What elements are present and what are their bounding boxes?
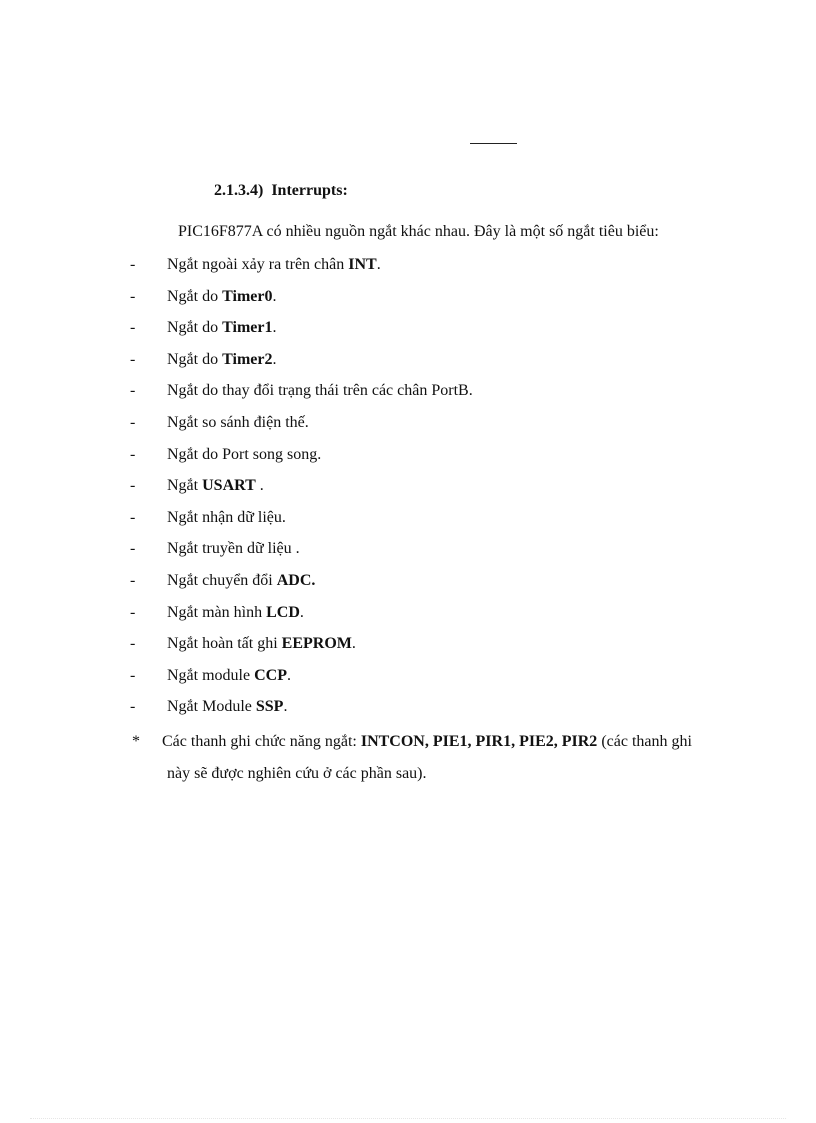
bullet-dash: - bbox=[130, 256, 136, 273]
bullet-dash: - bbox=[130, 446, 136, 463]
item-text: Ngắt do bbox=[167, 288, 223, 305]
item-suffix: . bbox=[299, 604, 304, 621]
item-suffix: . bbox=[255, 477, 264, 494]
bullet-dash: - bbox=[130, 540, 136, 557]
list-item-text bbox=[167, 414, 309, 432]
list-item-text bbox=[167, 288, 276, 306]
note-asterisk: * bbox=[132, 733, 140, 750]
bullet-dash: - bbox=[130, 572, 136, 589]
item-suffix: . bbox=[283, 698, 288, 715]
list-item-text bbox=[167, 635, 356, 653]
page-bottom-border bbox=[30, 1118, 786, 1119]
list-item-text bbox=[167, 604, 304, 622]
list-item-text bbox=[167, 667, 291, 685]
item-keyword: Timer0 bbox=[222, 288, 273, 305]
item-suffix: . bbox=[272, 319, 277, 336]
list-item-text bbox=[167, 319, 276, 337]
item-keyword: ADC. bbox=[276, 572, 316, 589]
item-text: Ngắt Module bbox=[167, 698, 256, 715]
list-item-text bbox=[167, 446, 321, 464]
bullet-dash: - bbox=[130, 414, 136, 431]
list-item-text bbox=[167, 256, 381, 274]
list-item-text bbox=[167, 572, 315, 590]
bullet-dash: - bbox=[130, 698, 136, 715]
top-rule bbox=[470, 143, 517, 144]
item-suffix: . bbox=[272, 288, 277, 305]
bullet-dash: - bbox=[130, 351, 136, 368]
item-keyword: CCP bbox=[254, 667, 287, 684]
item-keyword: USART bbox=[202, 477, 256, 494]
item-keyword: LCD bbox=[266, 604, 300, 621]
item-text: Ngắt do Port song song. bbox=[167, 446, 322, 463]
bullet-dash: - bbox=[130, 382, 136, 399]
bullet-dash: - bbox=[130, 604, 136, 621]
item-keyword: EEPROM bbox=[281, 635, 352, 652]
bullet-dash: - bbox=[130, 477, 136, 494]
list-item-text bbox=[167, 698, 287, 716]
item-text: Ngắt hoàn tất ghi bbox=[167, 635, 282, 652]
item-text: Ngắt nhận dữ liệu. bbox=[167, 509, 286, 526]
note-registers: INTCON, PIE1, PIR1, PIE2, PIR2 bbox=[360, 733, 598, 750]
item-suffix: . bbox=[286, 667, 291, 684]
section-number: 2.1.3.4) bbox=[214, 182, 264, 199]
item-keyword: Timer1 bbox=[222, 319, 273, 336]
bullet-dash: - bbox=[130, 635, 136, 652]
item-text: Ngắt do bbox=[167, 351, 223, 368]
item-text: Ngắt truyền dữ liệu . bbox=[167, 540, 300, 557]
intro-paragraph: PIC16F877A có nhiều nguồn ngắt khác nhau. Đây là một số ngắt tiêu biểu: bbox=[178, 223, 659, 240]
bullet-dash: - bbox=[130, 288, 136, 305]
bullet-dash: - bbox=[130, 509, 136, 526]
item-suffix: . bbox=[272, 351, 277, 368]
item-keyword: INT bbox=[348, 256, 377, 273]
list-item-text bbox=[167, 351, 276, 369]
list-item-text bbox=[167, 477, 264, 495]
item-keyword: SSP bbox=[255, 698, 284, 715]
bullet-dash: - bbox=[130, 667, 136, 684]
item-suffix: . bbox=[351, 635, 356, 652]
item-keyword: Timer2 bbox=[222, 351, 273, 368]
list-item-text bbox=[167, 509, 286, 527]
note-suffix: (các thanh ghi bbox=[597, 733, 692, 750]
item-text: Ngắt bbox=[167, 477, 203, 494]
bullet-dash: - bbox=[130, 319, 136, 336]
item-text: Ngắt so sánh điện thế. bbox=[167, 414, 309, 431]
note-prefix: Các thanh ghi chức năng ngắt: bbox=[162, 733, 361, 750]
list-item-text bbox=[167, 540, 300, 558]
item-text: Ngắt chuyển đổi bbox=[167, 572, 277, 589]
section-heading bbox=[214, 182, 348, 200]
item-text: Ngắt ngoài xảy ra trên chân bbox=[167, 256, 349, 273]
item-text: Ngắt do thay đổi trạng thái trên các chân PortB. bbox=[167, 382, 473, 399]
note-line-2: này sẽ được nghiên cứu ở các phần sau). bbox=[167, 765, 427, 782]
note-line-1 bbox=[162, 733, 738, 751]
item-text: Ngắt màn hình bbox=[167, 604, 267, 621]
item-text: Ngắt module bbox=[167, 667, 255, 684]
list-item-text bbox=[167, 382, 473, 400]
item-suffix: . bbox=[376, 256, 381, 273]
section-title: Interrupts: bbox=[271, 182, 348, 199]
item-text: Ngắt do bbox=[167, 319, 223, 336]
